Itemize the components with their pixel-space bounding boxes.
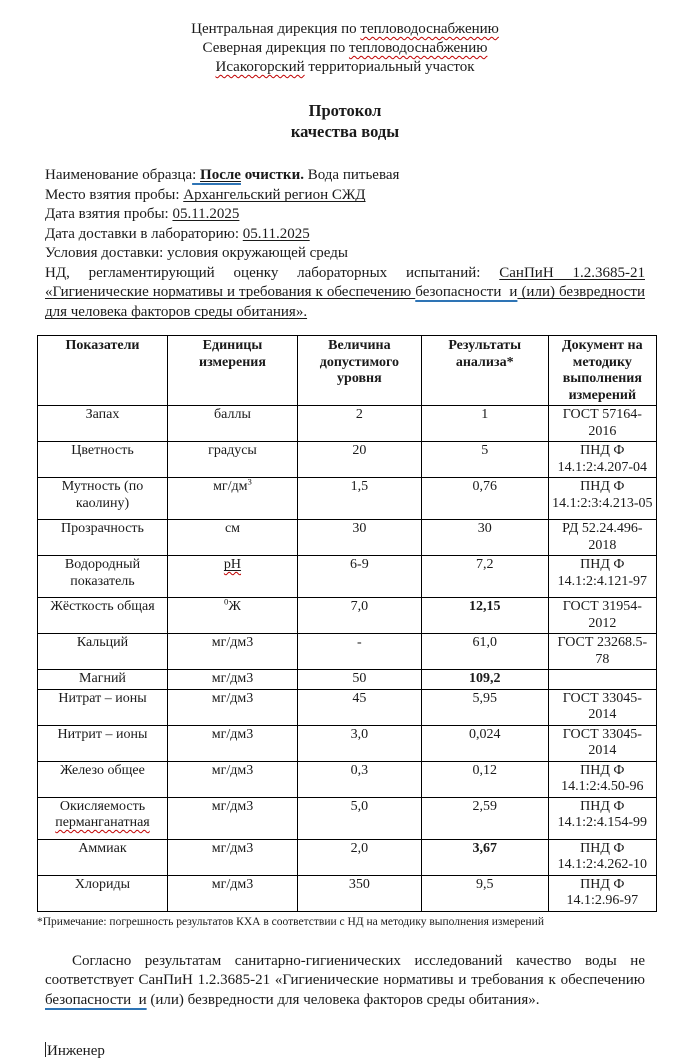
cell-method-doc: ГОСТ 33045-2014 — [548, 689, 656, 725]
cell-unit: мг/дм3 — [167, 875, 297, 911]
cell-result: 1 — [421, 406, 548, 442]
grammar-flagged-text: безопасности и — [415, 284, 518, 300]
cell-indicator: Запах — [38, 406, 168, 442]
cell-result-exceeded: 109,2 — [421, 670, 548, 690]
misspelled-word: Исакогорский — [215, 59, 305, 75]
cell-unit: мг/дм3 — [167, 634, 297, 670]
org-line-1: Центральная дирекция по тепловодоснабжению — [191, 21, 499, 37]
cell-unit: мг/дм3 — [167, 670, 297, 690]
cell-unit: см — [167, 520, 297, 556]
cell-indicator: Водородный показатель — [38, 556, 168, 598]
row-ph — [38, 556, 657, 598]
cell-indicator: Прозрачность — [38, 520, 168, 556]
col-header-limit: Величина допустимого уровня — [297, 336, 421, 406]
cell-unit: мг/дм3 — [167, 761, 297, 797]
cell-indicator: Мутность (по каолину) — [38, 478, 168, 520]
cell-indicator: Цветность — [38, 442, 168, 478]
table-header-row — [38, 336, 657, 406]
nd-line: НД, регламентирующий оценку лабораторных испытаний: СанПиН 1.2.3685-21 «Гигиенические нормативы и требования к обеспечению безопасности и (или) безвредности для человека факторов среды обитания». — [45, 264, 645, 320]
cell-limit: 7,0 — [297, 598, 421, 634]
cell-method-doc: ПНД Ф 14.1:2:4.154-99 — [548, 797, 656, 839]
cell-limit: 45 — [297, 689, 421, 725]
cell-limit: 2 — [297, 406, 421, 442]
delivery-date-line: Дата доставки в лабораторию: 05.11.2025 — [45, 225, 310, 242]
cell-limit: 20 — [297, 442, 421, 478]
misspelled-word: тепловодоснабжению — [360, 21, 499, 37]
org-line-3: Исакогорский территориальный участок — [215, 59, 475, 75]
cell-unit: баллы — [167, 406, 297, 442]
grammar-flagged-text: безопасности и — [45, 991, 147, 1008]
row-hardness — [38, 598, 657, 634]
cell-result: 2,59 — [421, 797, 548, 839]
cell-limit: 30 — [297, 520, 421, 556]
cell-result: 0,76 — [421, 478, 548, 520]
title-line-2: качества воды — [290, 122, 400, 141]
org-header — [45, 20, 645, 77]
cell-method-doc: ПНД Ф 14.1:2:4.121-97 — [548, 556, 656, 598]
superscript: 3 — [247, 476, 252, 487]
cell-result: 0,024 — [421, 725, 548, 761]
cell-limit: 1,5 — [297, 478, 421, 520]
cell-unit: мг/дм3 — [167, 839, 297, 875]
cell-result: 9,5 — [421, 875, 548, 911]
cell-indicator: Аммиак — [38, 839, 168, 875]
sampling-place-line: Место взятия пробы: Архангельский регион СЖД — [45, 186, 366, 203]
title-line-1: Протокол — [308, 101, 382, 120]
row-calcium — [38, 634, 657, 670]
sample-name-line: Наименование образца: После очистки. Вода питьевая — [45, 167, 400, 183]
cell-unit: $^0$Ж — [167, 598, 297, 634]
row-iron — [38, 761, 657, 797]
cell-result: 7,2 — [421, 556, 548, 598]
cell-result: 61,0 — [421, 634, 548, 670]
col-header-method-doc: Документ на методику выполнения измерений — [548, 336, 656, 406]
row-chlorides — [38, 875, 657, 911]
cell-limit: 0,3 — [297, 761, 421, 797]
cell-limit: - — [297, 634, 421, 670]
cell-result: 0,12 — [421, 761, 548, 797]
delivery-conditions-line: Условия доставки: условия окружающей среды — [45, 245, 348, 261]
row-odor — [38, 406, 657, 442]
cell-method-doc: ПНД Ф 14.1:2:4.207-04 — [548, 442, 656, 478]
cell-indicator: Жёсткость общая — [38, 598, 168, 634]
cell-indicator: Нитрат – ионы — [38, 689, 168, 725]
row-ammonia — [38, 839, 657, 875]
cell-method-doc: ПНД Ф 14.1:2:4.50-96 — [548, 761, 656, 797]
cell-method-doc: РД 52.24.496-2018 — [548, 520, 656, 556]
misspelled-word: рН — [223, 557, 242, 572]
row-transparency — [38, 520, 657, 556]
table-footnote: *Примечание: погрешность результатов КХА в соответствии с НД на методику выполнения измерений — [37, 915, 544, 928]
cell-limit: 350 — [297, 875, 421, 911]
text-cursor — [45, 1042, 46, 1057]
cell-unit: мг/дм3 — [167, 725, 297, 761]
cell-method-doc: ПНД Ф 14.1:2:4.262-10 — [548, 839, 656, 875]
row-magnesium — [38, 670, 657, 690]
document-title — [45, 100, 645, 142]
cell-indicator: Окисляемость перманганатная — [38, 797, 168, 839]
cell-limit: 5,0 — [297, 797, 421, 839]
cell-method-doc: ГОСТ 31954-2012 — [548, 598, 656, 634]
cell-indicator: Магний — [38, 670, 168, 690]
cell-result-exceeded: 12,15 — [421, 598, 548, 634]
col-header-indicators: Показатели — [38, 336, 168, 406]
cell-unit: $мг/дм^3$ — [167, 478, 297, 520]
cell-method-doc: ПНД Ф 14.1:2.96-97 — [548, 875, 656, 911]
cell-method-doc: ГОСТ 57164-2016 — [548, 406, 656, 442]
cell-method-doc: ГОСТ 33045-2014 — [548, 725, 656, 761]
cell-unit: градусы — [167, 442, 297, 478]
sampling-date-line: Дата взятия пробы: 05.11.2025 — [45, 206, 240, 222]
cell-indicator: Хлориды — [38, 875, 168, 911]
cell-limit: 3,0 — [297, 725, 421, 761]
cell-unit: мг/дм3 — [167, 689, 297, 725]
cell-result: 30 — [421, 520, 548, 556]
sample-info — [45, 166, 645, 322]
misspelled-word: перманганатная — [55, 815, 150, 830]
cell-method-doc: ГОСТ 23268.5-78 — [548, 634, 656, 670]
conclusion-paragraph: Согласно результатам санитарно-гигиенических исследований качество воды не соответствует СанПиН 1.2.3685-21 «Гигиенические нормативы и требования к обеспечению безопасности и (или) безвредности для человека факторов среды обитания». — [45, 952, 645, 1008]
misspelled-word: тепловодоснабжению — [348, 40, 488, 56]
superscript: 0 — [224, 596, 229, 607]
cell-indicator: Кальций — [38, 634, 168, 670]
cell-method-doc: ПНД Ф 14.1:2:3:4.213-05 — [548, 478, 656, 520]
row-nitrite — [38, 725, 657, 761]
cell-limit: 2,0 — [297, 839, 421, 875]
row-oxidability — [38, 797, 657, 839]
cell-unit — [167, 556, 297, 598]
cell-method-doc — [548, 670, 656, 690]
col-header-units: Единицы измерения — [167, 336, 297, 406]
engineer-signature: Инженер — [47, 1043, 105, 1059]
col-header-results: Результаты анализа* — [421, 336, 548, 406]
cell-result: 5,95 — [421, 689, 548, 725]
cell-indicator: Нитрит – ионы — [38, 725, 168, 761]
cell-limit: 50 — [297, 670, 421, 690]
cell-unit: мг/дм3 — [167, 797, 297, 839]
cell-result-exceeded: 3,67 — [421, 839, 548, 875]
row-turbidity — [38, 478, 657, 520]
grammar-flagged-text: : После — [192, 167, 241, 183]
cell-result: 5 — [421, 442, 548, 478]
org-line-2: Северная дирекция по тепловодоснабжению — [202, 40, 488, 56]
water-quality-table — [37, 335, 657, 912]
row-nitrate — [38, 689, 657, 725]
cell-indicator: Железо общее — [38, 761, 168, 797]
row-color — [38, 442, 657, 478]
cell-limit: 6-9 — [297, 556, 421, 598]
